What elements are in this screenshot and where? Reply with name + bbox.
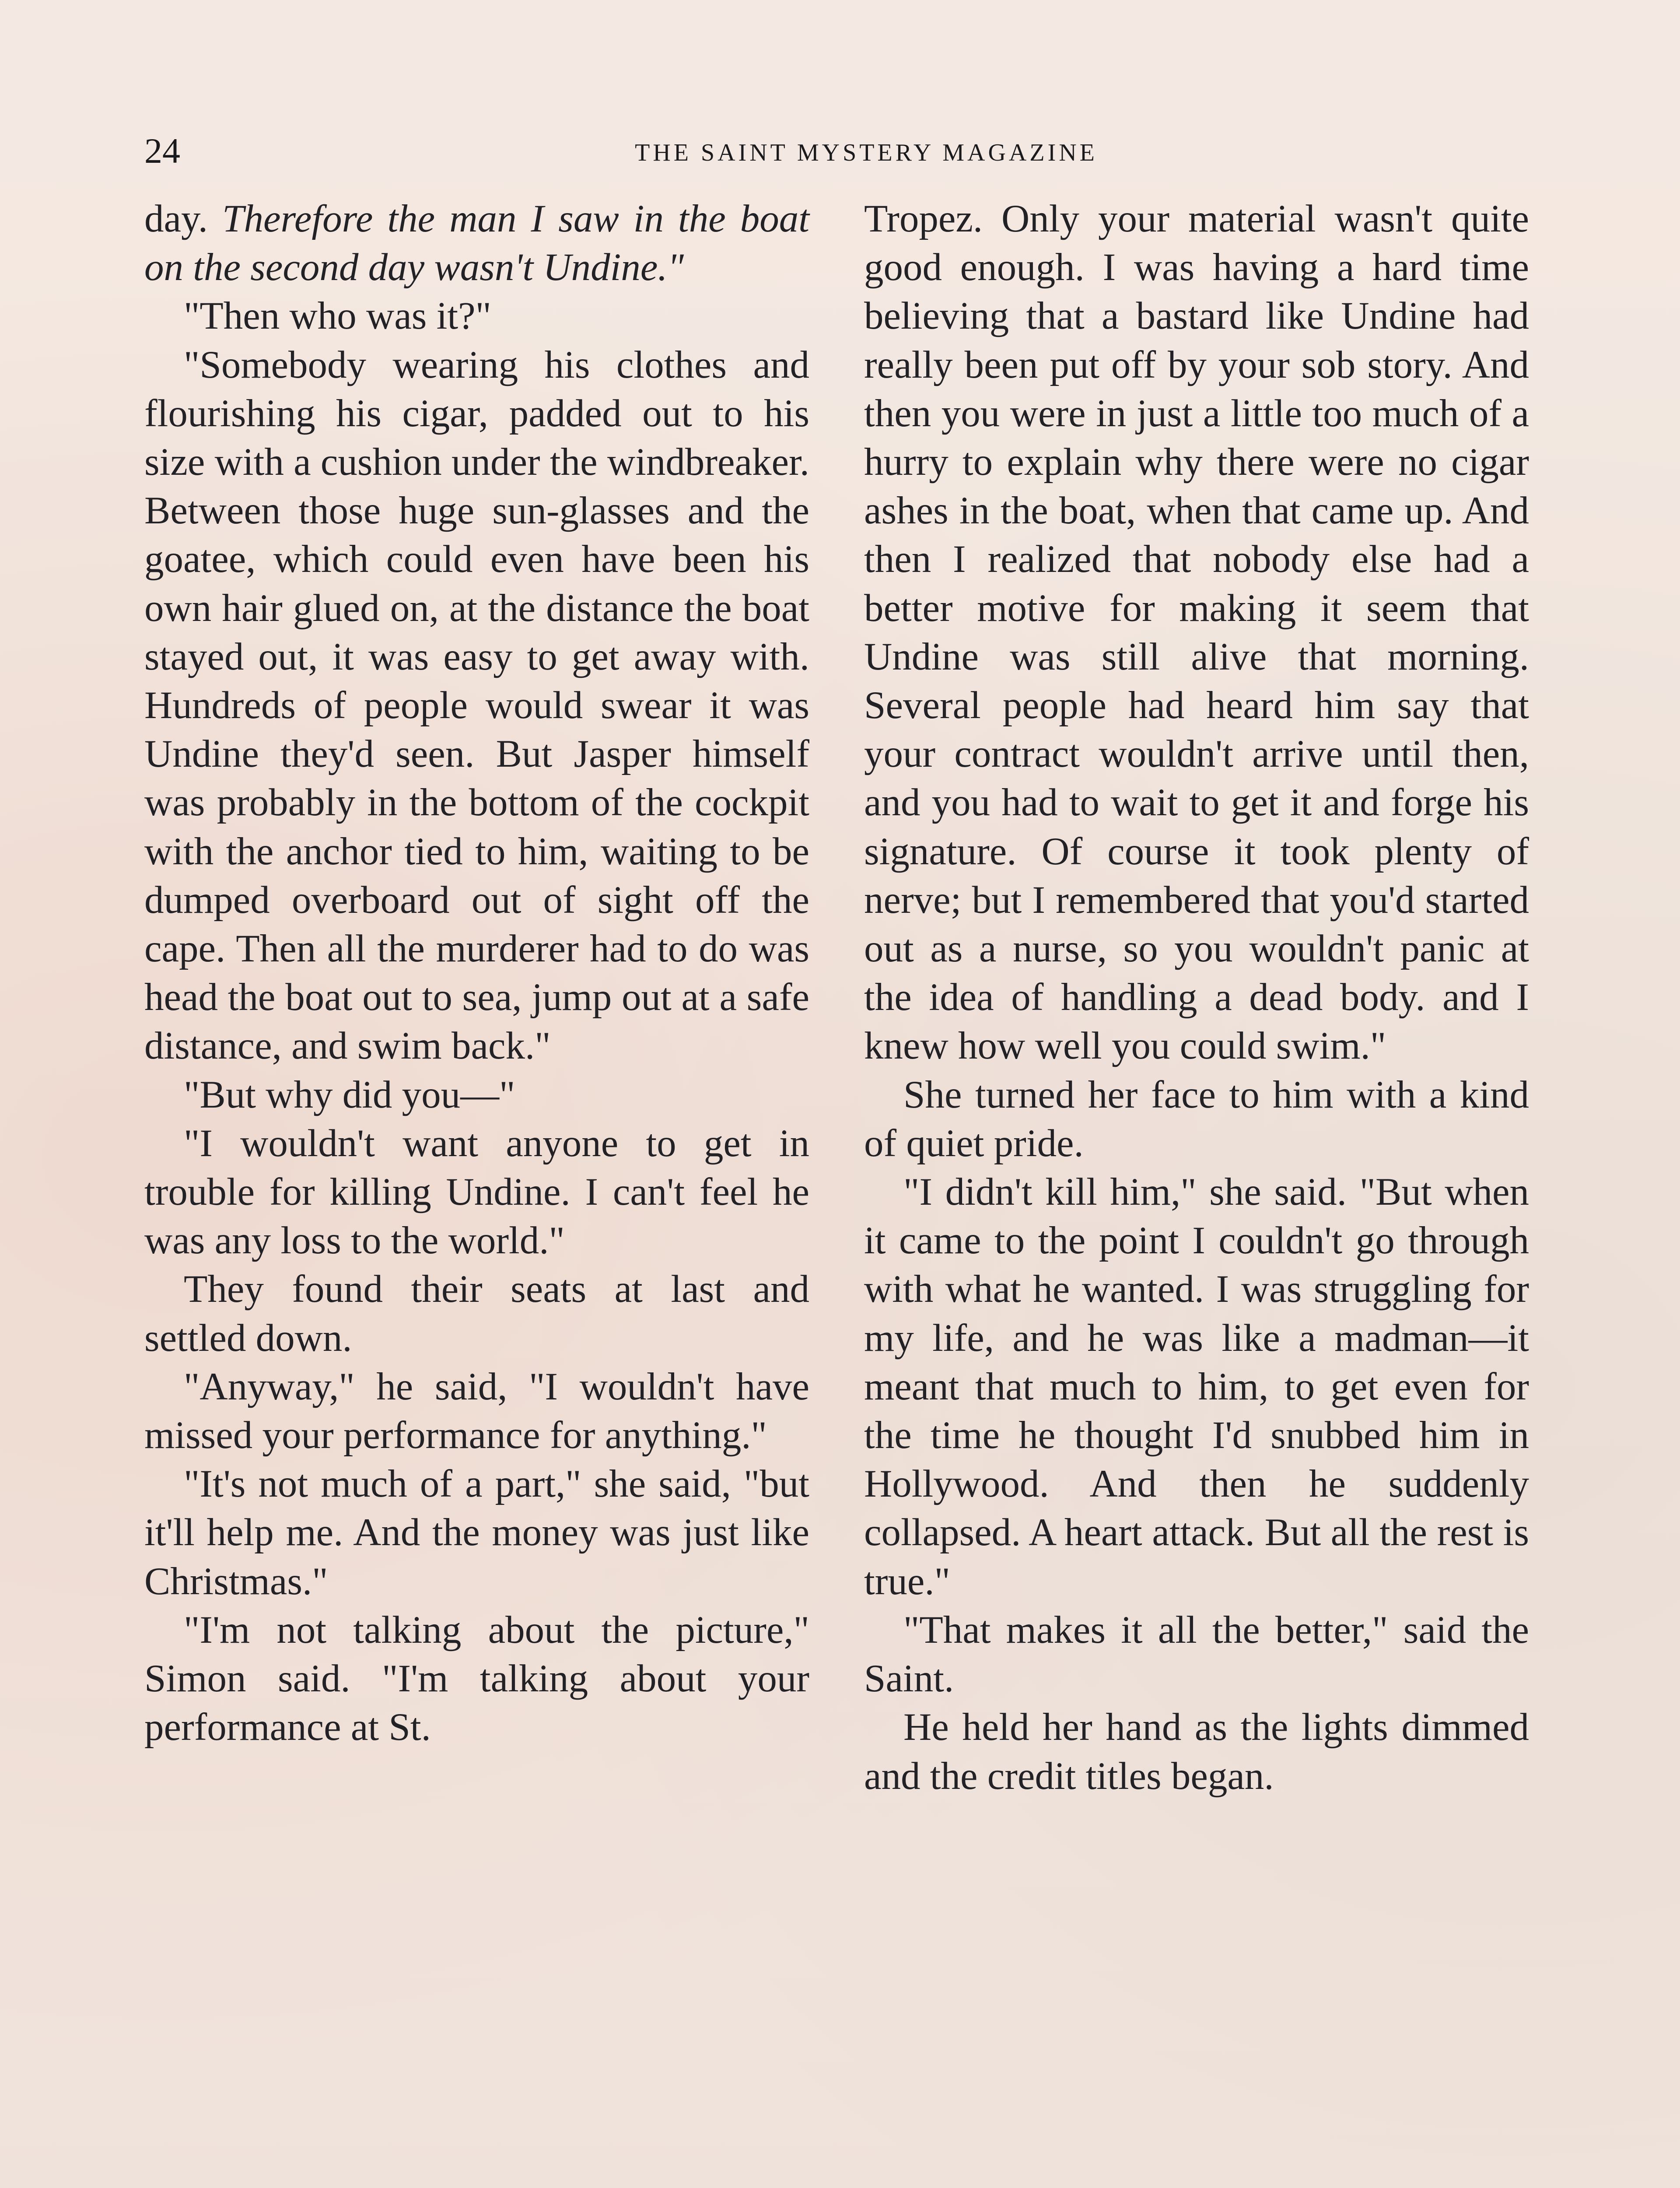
paragraph bbox=[144, 195, 809, 292]
paragraph: "I didn't kill him," she said. "But when it came to the point I couldn't go through with what he wanted. I was struggling for my life, and he was like a madman—it meant that much to him, to get even for the time he thought I'd snubbed him in Hollywood. And then he suddenly collapsed. A heart attack. But all the rest is true." bbox=[864, 1171, 1529, 1603]
paragraph: "That makes it all the better," said the Saint. bbox=[864, 1608, 1529, 1701]
left-column bbox=[144, 195, 809, 2076]
paragraph: Tropez. Only your material wasn't quite good enough. I was having a hard time believing that a bastard like Undine had really been put off by your sob story. And then you were in just a little too much of a hurry to explain why there were no cigar ashes in the boat, when that came up. And then I realized that nobody else had a better motive for making it seem that Undine was still alive that morning. Several people had heard him say that your contract wouldn't arrive until then, and you had to wait to get it and forge his signature. Of course it took plenty of nerve; but I remembered that you'd started out as a nurse, so you wouldn't panic at the idea of handling a dead body. and I knew how well you could swim." bbox=[864, 197, 1529, 1068]
magazine-title: THE SAINT MYSTERY MAGAZINE bbox=[635, 139, 1098, 166]
paragraph: "Somebody wearing his clothes and flourishing his cigar, padded out to his size with a cushion under the windbreaker. Between those huge sun-glasses and the goatee, which could even have been his own hair glued on, at the distance the boat stayed out, it was easy to get away with. Hundreds of people would swear it was Undine they'd seen. But Jasper himself was probably in the bottom of the cockpit with the anchor tied to him, waiting to be dumped overboard out of sight off the cape. Then all the murderer had to do was head the boat out to sea, jump out at a safe distance, and swim back." bbox=[144, 343, 809, 1068]
paragraph: "But why did you—" bbox=[184, 1073, 515, 1116]
paragraph: They found their seats at last and settled down. bbox=[144, 1268, 809, 1360]
page-number: 24 bbox=[144, 131, 180, 171]
paragraph-lead: day. bbox=[144, 197, 223, 240]
paragraph: "It's not much of a part," she said, "but it'll help me. And the money was just like Christmas." bbox=[144, 1462, 809, 1603]
paragraph: She turned her face to him with a kind of quiet pride. bbox=[864, 1073, 1529, 1165]
right-column bbox=[864, 195, 1529, 2076]
paragraph: "Then who was it?" bbox=[184, 295, 491, 338]
paragraph: He held her hand as the lights dimmed and the credit titles began. bbox=[864, 1706, 1529, 1798]
running-head bbox=[144, 127, 1540, 175]
paragraph: "I wouldn't want anyone to get in trouble for killing Undine. I can't feel he was any loss to the world." bbox=[144, 1122, 809, 1262]
italic-passage: Therefore the man I saw in the boat on the second day wasn't Undine." bbox=[144, 197, 809, 289]
paragraph: "Anyway," he said, "I wouldn't have missed your performance for anything." bbox=[144, 1365, 809, 1457]
paragraph: "I'm not talking about the picture," Simon said. "I'm talking about your performance at St. bbox=[144, 1608, 809, 1749]
